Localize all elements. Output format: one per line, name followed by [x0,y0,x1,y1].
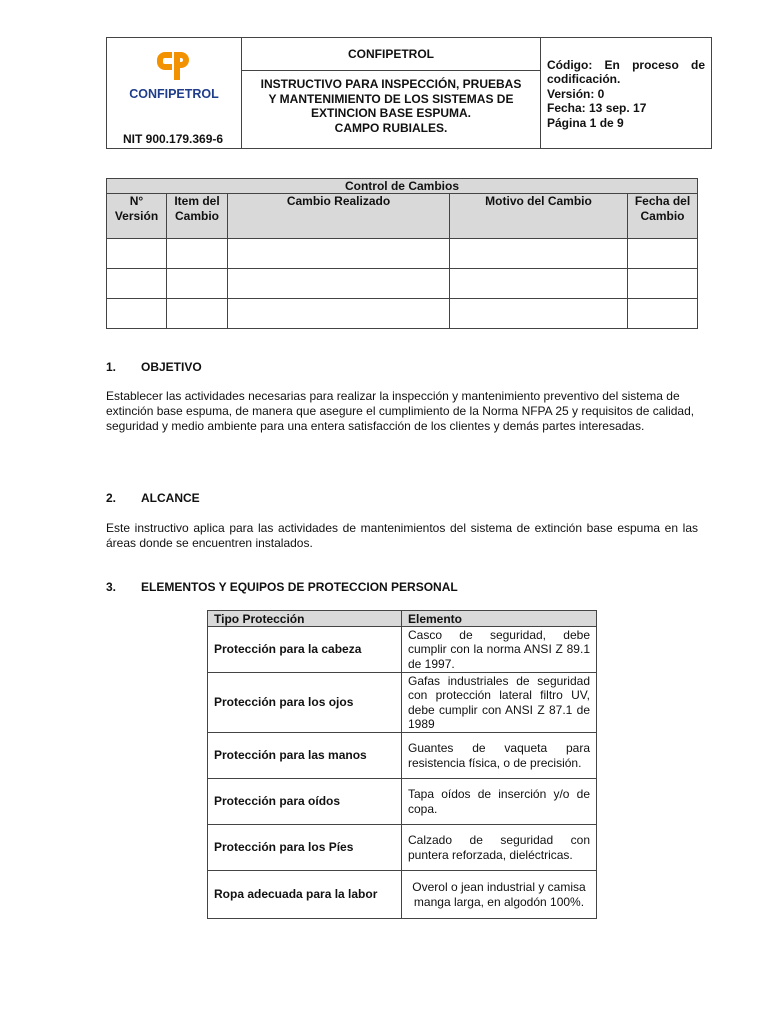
control-cambios-title: Control de Cambios [107,179,698,194]
col-header: Item del Cambio [167,194,228,239]
objetivo-text: Establecer las actividades necesarias para realizar la inspección y mantenimiento preventivo del sistema de extinción base espuma, de manera que asegure el cumplimiento de la Norma NFPA 25 y requisitos de calidad, seguridad y medio ambiente para una entera satisfacción de los clientes y demás partes interesadas. [106,389,695,433]
tipo-cell: Protección para oídos [208,779,402,825]
company-name: CONFIPETROL [242,38,540,71]
section-heading-epp [106,580,458,594]
elemento-cell: Gafas industriales de seguridad con protección lateral filtro UV, debe cumplir con ANSI Z 87.1 de 1989 [402,673,597,733]
tipo-cell: Protección para las manos [208,733,402,779]
section-title: OBJETIVO [141,360,202,374]
section-title: ALCANCE [141,491,200,505]
col-header: Fecha del Cambio [628,194,698,239]
codigo-value: En proceso de codificación. [547,57,705,87]
section-number: 3. [106,580,117,594]
title-line: EXTINCION BASE ESPUMA. [310,106,472,120]
table-row [208,627,597,673]
section-number: 2. [106,491,117,505]
logo-cell [107,38,242,149]
tipo-cell: Protección para los Píes [208,825,402,871]
col-header: Elemento [402,611,597,627]
tipo-cell: Ropa adecuada para la labor [208,871,402,919]
table-row [208,733,597,779]
table-row [208,779,597,825]
table-row [208,825,597,871]
document-header [106,37,712,149]
table-row [107,269,698,299]
col-header: Tipo Protección [208,611,402,627]
control-cambios-table [106,178,698,329]
table-row [107,299,698,329]
version-info: Versión: 0 [547,86,605,101]
tipo-cell: Protección para la cabeza [208,627,402,673]
title-line: CAMPO RUBIALES. [334,120,448,135]
col-header: Motivo del Cambio [450,194,628,239]
elemento-cell: Guantes de vaqueta para resistencia física, o de precisión. [402,733,597,779]
section-title: ELEMENTOS Y EQUIPOS DE PROTECCION PERSONAL [141,580,458,594]
elemento-cell: Overol o jean industrial y camisa manga larga, en algodón 100%. [402,871,597,919]
col-header: N° Versión [107,194,167,239]
table-row [208,871,597,919]
pagina-info: Página 1 de 9 [547,115,624,130]
title-line: INSTRUCTIVO PARA INSPECCIÓN, PRUEBAS [260,77,522,91]
fecha-info: Fecha: 13 sep. 17 [547,101,647,116]
document-info [541,38,712,149]
tipo-cell: Protección para los ojos [208,673,402,733]
title-cell [242,38,541,149]
title-line: Y MANTENIMIENTO DE LOS SISTEMAS DE [268,91,514,106]
elemento-cell: Casco de seguridad, debe cumplir con la norma ANSI Z 89.1 de 1997. [402,627,597,673]
table-row [107,239,698,269]
col-header: Cambio Realizado [228,194,450,239]
elemento-cell: Calzado de seguridad con puntera reforzada, dieléctricas. [402,825,597,871]
alcance-text: Este instructivo aplica para las actividades de mantenimientos del sistema de extinción base espuma en las áreas donde se encuentren instalados. [106,521,698,550]
codigo-info [547,58,705,87]
section-heading-alcance [106,491,200,505]
elemento-cell: Tapa oídos de inserción y/o de copa. [402,779,597,825]
nit-number: NIT 900.179.369-6 [123,132,224,146]
epp-table [207,610,597,919]
table-row [208,673,597,733]
section-number: 1. [106,360,117,374]
document-title [242,71,540,135]
section-heading-objetivo [106,360,202,374]
confipetrol-logo-icon [151,46,197,82]
codigo-label: Código: [547,57,593,72]
logo-text: CONFIPETROL [129,87,219,101]
